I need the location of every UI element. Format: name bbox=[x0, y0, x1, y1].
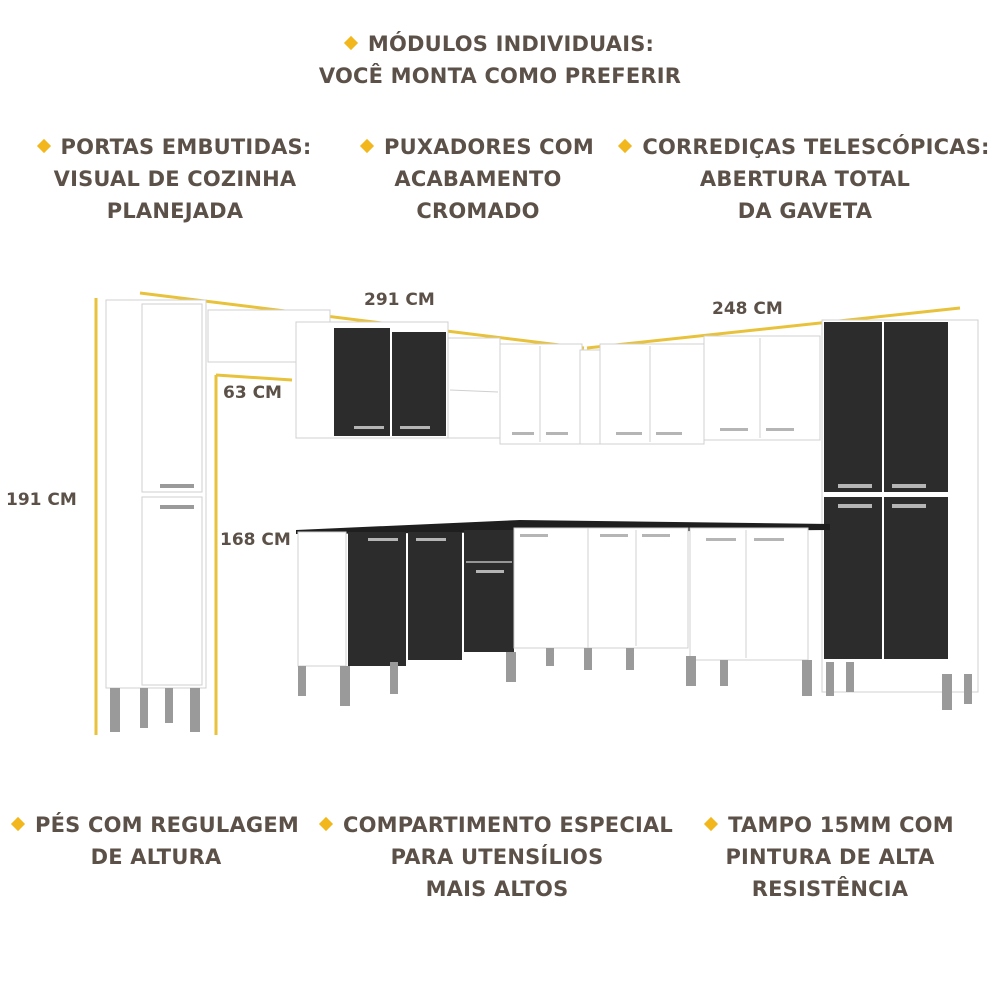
feature-compartimento: COMPARTIMENTO ESPECIAL PARA UTENSÍLIOS MAIS ALTOS bbox=[312, 809, 682, 905]
feature-modulos: MÓDULOS INDIVIDUAIS: VOCÊ MONTA COMO PREFERIR bbox=[318, 32, 682, 88]
dimension-label-height-counter: 168 CM bbox=[220, 530, 291, 550]
dimension-line-depth bbox=[216, 375, 292, 380]
feature-portas: PORTAS EMBUTIDAS: VISUAL DE COZINHA PLANEJADA bbox=[30, 131, 320, 227]
base-cabinets bbox=[296, 520, 830, 706]
tall-pantry-left bbox=[106, 300, 206, 732]
feature-pes: PÉS COM REGULAGEM DE ALTURA bbox=[6, 809, 306, 873]
upper-cabinets bbox=[208, 310, 820, 444]
dimension-label-depth: 63 CM bbox=[223, 383, 282, 403]
tall-pantry-right bbox=[822, 320, 978, 710]
diamond-bullet-icon bbox=[319, 817, 333, 831]
diamond-bullet-icon bbox=[704, 817, 718, 831]
dimension-label-height-total: 191 CM bbox=[6, 490, 77, 510]
dimension-label-width-left: 291 CM bbox=[364, 290, 435, 310]
feature-corredicas: CORREDIÇAS TELESCÓPICAS: ABERTURA TOTAL DA GAVETA bbox=[620, 131, 990, 227]
diamond-bullet-icon bbox=[11, 817, 25, 831]
feature-puxadores: PUXADORES COM ACABAMENTO CROMADO bbox=[348, 131, 608, 227]
dimension-label-width-right: 248 CM bbox=[712, 299, 783, 319]
feature-tampo: TAMPO 15MM COM PINTURA DE ALTA RESISTÊNCIA bbox=[690, 809, 970, 905]
